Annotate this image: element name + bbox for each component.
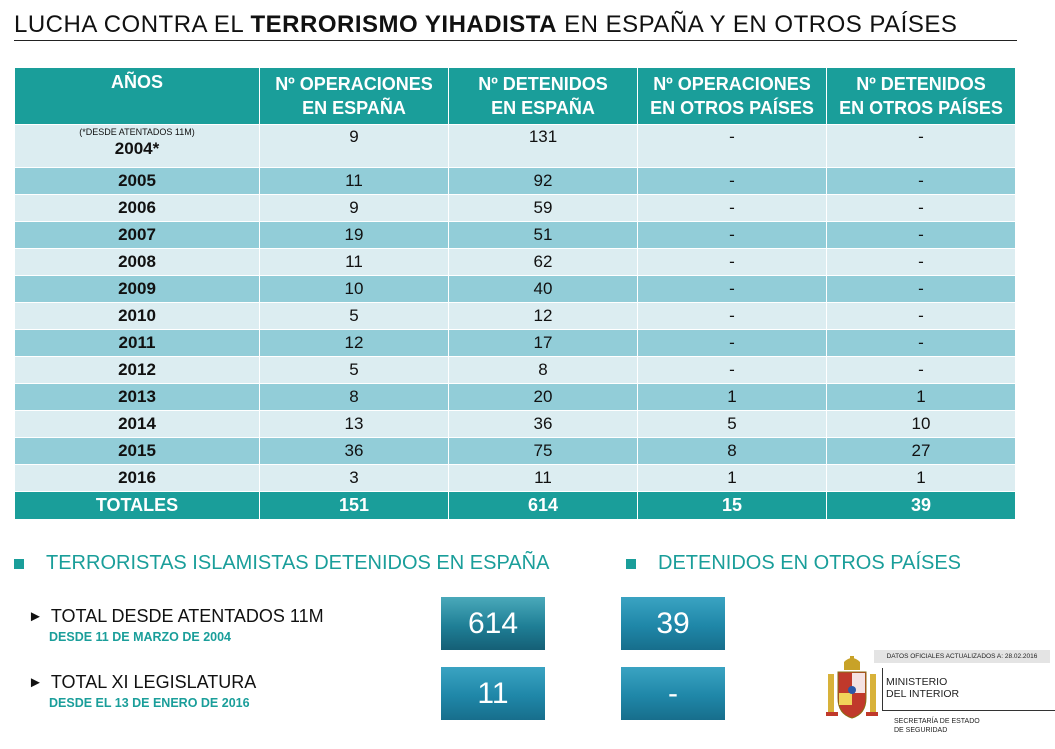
table-row xyxy=(15,330,1016,357)
triangle-right-icon: ► xyxy=(28,674,43,691)
year-note: (*DESDE ATENTADOS 11M) xyxy=(79,127,195,137)
year-cell: (*DESDE ATENTADOS 11M) 2004* xyxy=(15,125,260,168)
value-cell: 17 xyxy=(449,330,638,357)
value-cell: 3 xyxy=(260,465,449,492)
year-cell: 2015 xyxy=(15,438,260,465)
year-cell: 2011 xyxy=(15,330,260,357)
value-cell: 59 xyxy=(449,195,638,222)
value-cell: - xyxy=(638,357,827,384)
table-header-row xyxy=(15,68,1016,125)
section-spain-title: TERRORISTAS ISLAMISTAS DETENIDOS EN ESPAÑA xyxy=(14,552,549,575)
box-other-xi: - xyxy=(621,667,725,720)
table-row xyxy=(15,465,1016,492)
value-cell: - xyxy=(638,125,827,168)
value-cell: - xyxy=(827,303,1016,330)
value-cell: - xyxy=(827,195,1016,222)
title-bold: TERRORISMO YIHADISTA xyxy=(250,11,557,38)
value-cell: 27 xyxy=(827,438,1016,465)
totals-value: 614 xyxy=(449,492,638,520)
value-cell: - xyxy=(638,303,827,330)
value-cell: - xyxy=(638,330,827,357)
table-row xyxy=(15,384,1016,411)
value-cell: 51 xyxy=(449,222,638,249)
value-cell: 9 xyxy=(260,125,449,168)
title-part1: LUCHA CONTRA EL xyxy=(14,11,251,38)
value-cell: 9 xyxy=(260,195,449,222)
title-part2: EN ESPAÑA Y EN OTROS PAÍSES xyxy=(556,11,958,38)
value-cell: 5 xyxy=(260,357,449,384)
table-row xyxy=(15,195,1016,222)
value-cell: - xyxy=(827,125,1016,168)
coat-of-arms-icon xyxy=(826,656,878,722)
year-cell: 2012 xyxy=(15,357,260,384)
value-cell: - xyxy=(827,249,1016,276)
stats-table xyxy=(14,67,1016,520)
value-cell: - xyxy=(827,276,1016,303)
summary-sub-xi: DESDE EL 13 DE ENERO DE 2016 xyxy=(49,696,250,710)
value-cell: - xyxy=(827,168,1016,195)
ministerio-label: MINISTERIO DEL INTERIOR xyxy=(886,676,960,700)
value-cell: - xyxy=(827,222,1016,249)
totals-value: 15 xyxy=(638,492,827,520)
value-cell: 11 xyxy=(260,168,449,195)
value-cell: 36 xyxy=(260,438,449,465)
header-detenidos-espana: Nº DETENIDOS EN ESPAÑA xyxy=(449,68,638,125)
value-cell: 92 xyxy=(449,168,638,195)
value-cell: 12 xyxy=(260,330,449,357)
value-cell: 11 xyxy=(449,465,638,492)
square-bullet-icon xyxy=(14,559,24,569)
table-row xyxy=(15,303,1016,330)
box-spain-11m: 614 xyxy=(441,597,545,650)
value-cell: 5 xyxy=(638,411,827,438)
value-cell: 1 xyxy=(638,384,827,411)
header-anos: AÑOS xyxy=(15,68,260,125)
value-cell: - xyxy=(638,168,827,195)
value-cell: - xyxy=(827,330,1016,357)
value-cell: - xyxy=(638,222,827,249)
summary-label-xi: ► TOTAL XI LEGISLATURA DESDE EL 13 DE ENERO DE 2016 xyxy=(28,672,257,710)
year-cell: 2005 xyxy=(15,168,260,195)
secretaria-label: SECRETARÍA DE ESTADO DE SEGURIDAD xyxy=(894,718,980,734)
value-cell: 11 xyxy=(260,249,449,276)
datos-updated-label: DATOS OFICIALES ACTUALIZADOS A: 28.02.2016 xyxy=(874,650,1050,663)
value-cell: 8 xyxy=(449,357,638,384)
totals-row xyxy=(15,492,1016,520)
header-detenidos-otros: Nº DETENIDOS EN OTROS PAÍSES xyxy=(827,68,1016,125)
value-cell: 1 xyxy=(638,465,827,492)
square-bullet-icon xyxy=(626,559,636,569)
year-cell: 2009 xyxy=(15,276,260,303)
value-cell: - xyxy=(638,276,827,303)
table-row xyxy=(15,222,1016,249)
value-cell: 75 xyxy=(449,438,638,465)
year-cell: 2014 xyxy=(15,411,260,438)
page-title xyxy=(14,10,1017,41)
table-row xyxy=(15,249,1016,276)
value-cell: 10 xyxy=(827,411,1016,438)
value-cell: 36 xyxy=(449,411,638,438)
table-row xyxy=(15,357,1016,384)
year-cell: 2013 xyxy=(15,384,260,411)
value-cell: 13 xyxy=(260,411,449,438)
summary-label-11m: ► TOTAL DESDE ATENTADOS 11M DESDE 11 DE MARZO DE 2004 xyxy=(28,606,324,644)
value-cell: 1 xyxy=(827,384,1016,411)
summary-sub-11m: DESDE 11 DE MARZO DE 2004 xyxy=(49,630,232,644)
table-row xyxy=(15,168,1016,195)
box-spain-xi: 11 xyxy=(441,667,545,720)
value-cell: 40 xyxy=(449,276,638,303)
table-row xyxy=(15,438,1016,465)
header-operaciones-espana: Nº OPERACIONES EN ESPAÑA xyxy=(260,68,449,125)
value-cell: 8 xyxy=(260,384,449,411)
year-cell: 2016 xyxy=(15,465,260,492)
triangle-right-icon: ► xyxy=(28,608,43,625)
table-row xyxy=(15,411,1016,438)
header-operaciones-otros: Nº OPERACIONES EN OTROS PAÍSES xyxy=(638,68,827,125)
value-cell: 5 xyxy=(260,303,449,330)
table-row xyxy=(15,125,1016,168)
year-cell: 2006 xyxy=(15,195,260,222)
value-cell: 131 xyxy=(449,125,638,168)
value-cell: 10 xyxy=(260,276,449,303)
value-cell: 62 xyxy=(449,249,638,276)
value-cell: 1 xyxy=(827,465,1016,492)
year-cell: 2007 xyxy=(15,222,260,249)
value-cell: - xyxy=(827,357,1016,384)
value-cell: 19 xyxy=(260,222,449,249)
totals-value: 151 xyxy=(260,492,449,520)
value-cell: 20 xyxy=(449,384,638,411)
ministry-logo xyxy=(826,648,1055,748)
table-row xyxy=(15,276,1016,303)
totals-label: TOTALES xyxy=(15,492,260,520)
totals-value: 39 xyxy=(827,492,1016,520)
year-cell: 2008 xyxy=(15,249,260,276)
section-other-title: DETENIDOS EN OTROS PAÍSES xyxy=(626,552,961,575)
value-cell: - xyxy=(638,195,827,222)
box-other-11m: 39 xyxy=(621,597,725,650)
value-cell: - xyxy=(638,249,827,276)
year-cell: 2010 xyxy=(15,303,260,330)
value-cell: 8 xyxy=(638,438,827,465)
value-cell: 12 xyxy=(449,303,638,330)
